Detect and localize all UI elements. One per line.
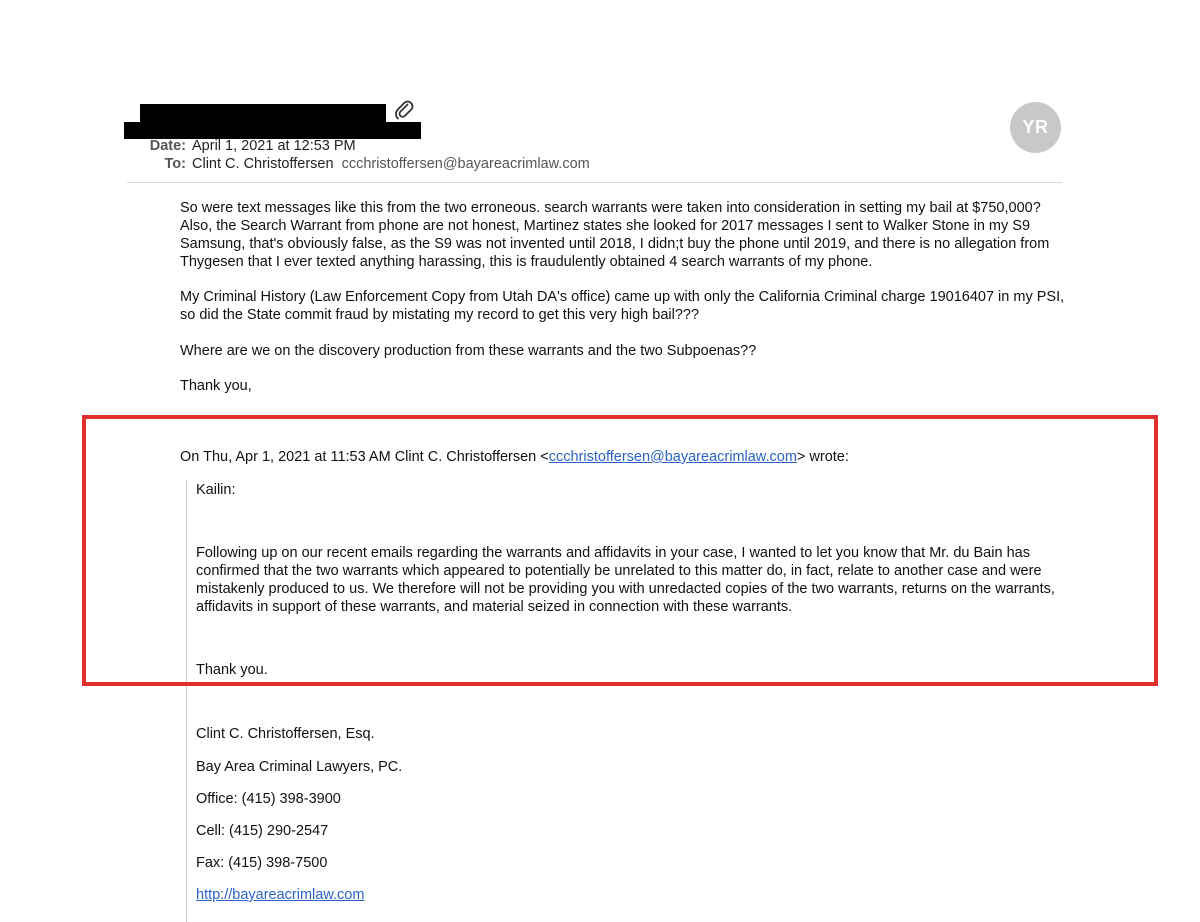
message-closing: Thank you, [180, 378, 252, 394]
quote-intro-suffix: > wrote: [796, 449, 849, 465]
signature-cell: Cell: (415) 290-2547 [196, 823, 329, 839]
to-label: To: [164, 156, 186, 172]
to-email[interactable]: ccchristoffersen@bayareacrimlaw.com [341, 156, 590, 172]
date-row [0, 137, 356, 155]
date-value: April 1, 2021 at 12:53 PM [192, 138, 356, 154]
signature-website-row [196, 886, 1076, 904]
signature-fax: Fax: (415) 398-7500 [196, 855, 328, 871]
signature-website-link[interactable]: http://bayareacrimlaw.com [196, 887, 365, 903]
quote-intro [180, 448, 1070, 466]
quote-bar [186, 480, 187, 922]
date-label: Date: [149, 138, 186, 154]
quote-body: Following up on our recent emails regarding the warrants and affidavits in your case, I wanted to let you know that Mr. du Bain has confirmed that the two warrants which appeared to potentially be unrelated to this matter do, in fact, relate to another case and were mistakenly produced to us. We therefore will not be providing you with unredacted copies of the two warrants, returns on the warrants, affidavits in support of these warrants, and material seized in connection with these warrants. [196, 545, 1055, 615]
sender-avatar[interactable]: YR [1010, 102, 1061, 153]
message-paragraph-2: My Criminal History (Law Enforcement Copy from Utah DA's office) came up with only the California Criminal charge 19016407 in my PSI, so did the State commit fraud by mistating my record to get this very high bail??? [180, 289, 1065, 323]
signature-name: Clint C. Christoffersen, Esq. [196, 726, 375, 742]
signature-office: Office: (415) 398-3900 [196, 791, 341, 807]
quote-intro-email-link[interactable]: ccchristoffersen@bayareacrimlaw.com [548, 449, 797, 465]
to-name[interactable]: Clint C. Christoffersen [192, 156, 334, 172]
paperclip-icon[interactable] [394, 99, 414, 121]
quote-greeting: Kailin: [196, 482, 236, 498]
message-paragraph-3: Where are we on the discovery production from these warrants and the two Subpoenas?? [180, 343, 757, 359]
quote-closing: Thank you. [196, 662, 268, 678]
header-divider [127, 182, 1062, 183]
message-paragraph-1: So were text messages like this from the two erroneous. search warrants were taken into consideration in setting my bail at $750,000? Also, the Search Warrant from phone are not honest, Martinez states she looked for 2017 messages I sent to Walker Stone in my S9 Samsung, that's obviously false, as the S9 was not invented until 2018, I didn;t buy the phone until 2019, and there is no allegation from Thygesen that I ever texted anything harassing, this is fraudulently obtained 4 search warrants of my phone. [180, 200, 1050, 270]
redacted-subject-bar [140, 104, 386, 122]
quote-intro-prefix: On Thu, Apr 1, 2021 at 11:53 AM Clint C. Christoffersen < [180, 449, 549, 465]
signature-firm: Bay Area Criminal Lawyers, PC. [196, 759, 403, 775]
to-row [0, 155, 590, 173]
